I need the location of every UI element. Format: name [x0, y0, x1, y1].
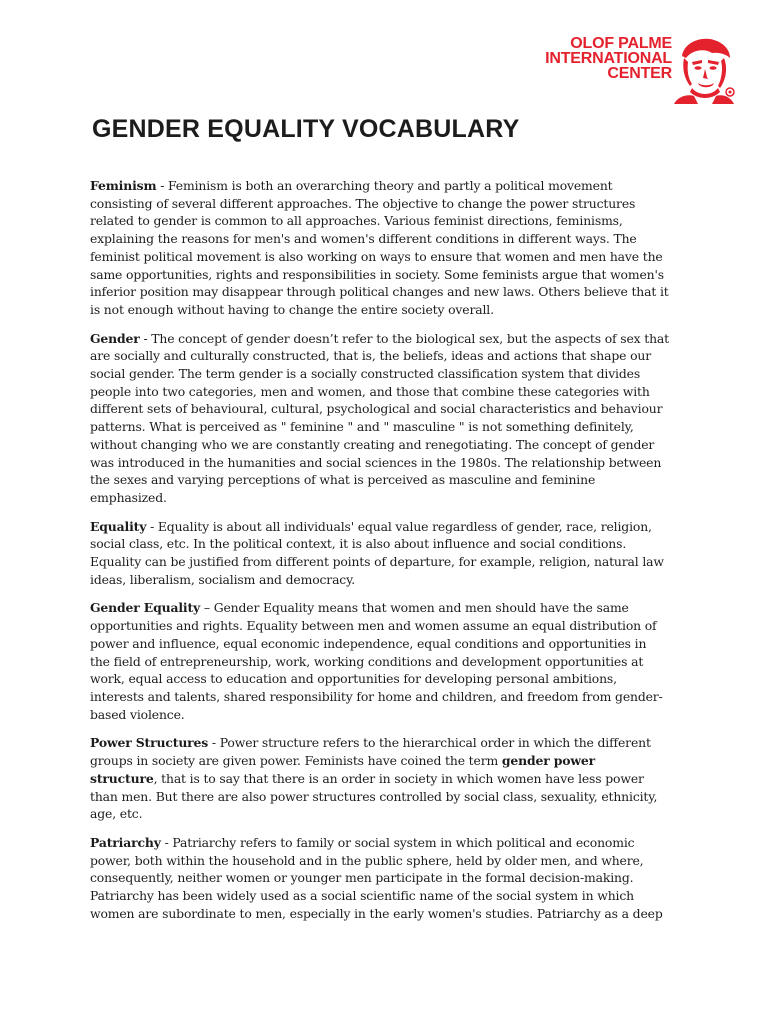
- definition-text: - Equality is about all individuals' equal value regardless of gender, race, religion,: [146, 518, 652, 534]
- olof-palme-logo: [492, 34, 742, 104]
- entry-gender-equality: [90, 599, 690, 723]
- definition-text: - The concept of gender doesn’t refer to the biological sex, but the aspects of sex that: [139, 330, 669, 346]
- entry-line: [90, 177, 690, 195]
- definition-text: - Power structure refers to the hierarchical order in which the different: [208, 735, 651, 751]
- vocabulary-content: [90, 177, 690, 933]
- entry-line: is not enough without having to change the entire society overall.: [90, 301, 494, 317]
- entry-line: than men. But there are also power structures controlled by social class, sexuality, ethnicity,: [90, 788, 658, 804]
- term-gender: Gender: [90, 330, 140, 346]
- definition-text: - Patriarchy refers to family or social system in which political and economic: [160, 834, 635, 850]
- entry-feminism: [90, 177, 690, 319]
- entry-line: Patriarchy has been widely used as a social scientific name of the social system in which: [90, 888, 634, 904]
- entry-equality: [90, 518, 690, 589]
- definition-text: – Gender Equality means that women and men should have the same: [200, 600, 629, 616]
- entry-line: same opportunities, rights and responsibilities in society. Some feminists argue that women's: [90, 266, 664, 282]
- term-gender-power-structure: gender power: [501, 753, 596, 769]
- entry-line: emphasized.: [90, 489, 167, 505]
- entry-line: [90, 752, 690, 770]
- entry-line: consisting of several different approaches. The objective to change the power structures: [90, 195, 636, 211]
- entry-line: power and influence, equal economic independence, equal conditions and opportunities in: [90, 635, 647, 651]
- entry-line: work, equal access to education and opportunities for developing personal ambitions,: [90, 671, 617, 687]
- entry-line: based violence.: [90, 706, 185, 722]
- entry-line: feminist political movement is also working on ways to ensure that women and men have the: [90, 248, 663, 264]
- entry-line: explaining the reasons for men's and women's different conditions in different ways. The: [90, 231, 637, 247]
- term-power-structures: Power Structures: [90, 735, 209, 751]
- olof-palme-portrait-icon: [668, 34, 740, 104]
- term-gender-power-structure: structure: [90, 770, 154, 786]
- entry-line: the field of entrepreneurship, work, working conditions and development opportunities at: [90, 653, 644, 669]
- entry-line: different sets of behavioural, cultural, psychological and social characteristics and behaviour: [90, 401, 663, 417]
- entry-line: patterns. What is perceived as " feminine " and " masculine " is not something definitely,: [90, 419, 634, 435]
- page-title: GENDER EQUALITY VOCABULARY: [92, 115, 520, 143]
- entry-line: social gender. The term gender is a socially constructed classification system that divides: [90, 366, 641, 382]
- entry-line: inferior position may disappear through political changes and new laws. Others believe that it: [90, 284, 669, 300]
- term-gender-equality: Gender Equality: [90, 600, 201, 616]
- entry-line: [90, 834, 690, 852]
- entry-line: Equality can be justified from different points of departure, for example, religion, natural law: [90, 554, 664, 570]
- definition-text: groups in society are given power. Feminists have coined the term: [90, 753, 502, 769]
- entry-line: people into two categories, men and women, and those that combine these categories with: [90, 383, 650, 399]
- definition-text: - Feminism is both an overarching theory and partly a political movement: [156, 178, 613, 193]
- entry-line: are socially and culturally constructed, that is, the beliefs, ideas and actions that shape our: [90, 348, 651, 364]
- entry-line: [90, 599, 690, 617]
- logo-line-3: CENTER: [607, 65, 672, 82]
- entry-line: opportunities and rights. Equality between men and women assume an equal distribution of: [90, 618, 657, 634]
- entry-line: [90, 734, 690, 752]
- entry-line: social class, etc. In the political context, it is also about influence and social conditions.: [90, 536, 627, 552]
- entry-patriarchy: [90, 834, 690, 923]
- entry-line: was introduced in the humanities and social sciences in the 1980s. The relationship between: [90, 454, 662, 470]
- logo-line-2: INTERNATIONAL: [545, 50, 672, 67]
- entry-line: without changing who we are constantly creating and renegotiating. The concept of gender: [90, 436, 655, 452]
- entry-line: consequently, neither women or younger men participate in the formal decision-making.: [90, 870, 634, 886]
- logo-wordmark: [492, 36, 672, 81]
- term-patriarchy: Patriarchy: [90, 834, 161, 850]
- entry-line: [90, 770, 690, 788]
- entry-line: [90, 330, 690, 348]
- entry-line: women are subordinate to men, especially in the early women's studies. Patriarchy as a deep: [90, 905, 663, 921]
- entry-line: related to gender is common to all approaches. Various feminist directions, feminisms,: [90, 213, 623, 229]
- entry-line: age, etc.: [90, 806, 143, 822]
- entry-line: power, both within the household and in the public sphere, held by older men, and where,: [90, 852, 644, 868]
- entry-gender: [90, 330, 690, 507]
- definition-text: , that is to say that there is an order in society in which women have less power: [153, 770, 644, 786]
- term-feminism: Feminism: [90, 178, 157, 193]
- entry-line: [90, 518, 690, 536]
- entry-line: interests and talents, shared responsibility for home and children, and freedom from gender-: [90, 688, 663, 704]
- entry-power-structures: [90, 734, 690, 823]
- term-equality: Equality: [90, 518, 147, 534]
- logo-line-1: OLOF PALME: [570, 35, 672, 52]
- entry-line: ideas, liberalism, socialism and democracy.: [90, 571, 356, 587]
- entry-line: the sexes and varying perceptions of what is perceived as masculine and feminine: [90, 472, 596, 488]
